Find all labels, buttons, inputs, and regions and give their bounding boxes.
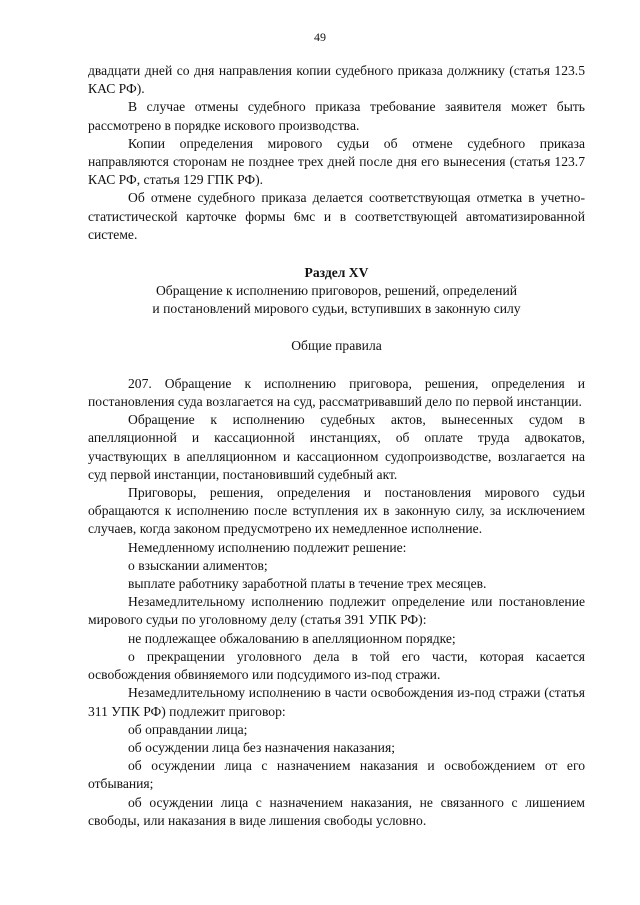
list-item: об осуждении лица без назначения наказания; [128,739,395,755]
paragraph-continuation: двадцати дней со дня направления копии судебного приказа должнику (статья 123.5 КАС РФ). [88,63,585,97]
page-content [88,62,585,830]
paragraph: 207. Обращение к исполнению приговора, решения, определения и постановления суда возлагается на суд, рассматривавший дело по первой инстанции. [88,375,585,410]
paragraph: Незамедлительному исполнению подлежит определение или постановление мирового судьи по уголовному делу (статья 391 УПК РФ): [88,594,585,628]
list-item: об осуждении лица с назначением наказания и освобождением от его отбывания; [88,758,585,792]
paragraph: Приговоры, решения, определения и постановления мирового судьи обращаются к исполнению после вступления их в законную силу, за исключением случаев, когда законом предусмотрено их немедленное исполнение. [88,485,585,537]
list-item: не подлежащее обжалованию в апелляционном порядке; [128,630,456,646]
paragraph: Копии определения мирового судьи об отмене судебного приказа направляются сторонам не позднее трех дней после дня его вынесения (статья 123.7 КАС РФ, статья 129 ГПК РФ). [88,135,585,188]
page-number: 49 [314,30,326,44]
paragraph: Незамедлительному исполнению в части освобождения из-под стражи (статья 311 УПК РФ) подлежит приговор: [88,685,585,719]
paragraph: Обращение к исполнению судебных актов, вынесенных судом в апелляционной и кассационной инстанциях, об оплате труда адвокатов, участвующих в апелляционном и кассационном судопроизводстве, возлагается на суд первой инстанции, постановивший судебный акт. [88,412,585,482]
list-item: выплате работнику заработной платы в течение трех месяцев. [128,576,487,592]
list-item: о прекращении уголовного дела в той его части, которая касается освобождения обвиняемого или подсудимого из-под стражи. [88,648,585,683]
paragraph: Немедленному исполнению подлежит решение: [128,539,407,555]
list-item: об оправдании лица; [128,721,248,737]
paragraph: В случае отмены судебного приказа требование заявителя может быть рассмотрено в порядке искового производства. [88,99,585,133]
subsection-title: Общие правила [291,337,382,353]
list-item: об осуждении лица с назначением наказания, не связанного с лишением свободы, или наказания в виде лишения свободы условно. [88,794,585,828]
list-item: о взыскании алиментов; [128,557,268,573]
paragraph: Об отмене судебного приказа делается соответствующая отметка в учетно-статистической карточке формы 6мс и в соответствующей автоматизированной системе. [88,190,585,242]
section-title: Раздел XV [304,265,369,281]
section-subtitle-line1: Обращение к исполнению приговоров, решений, определений [155,283,518,299]
section-subtitle-line2: и постановлений мирового судьи, вступивших в законную силу [152,301,521,317]
